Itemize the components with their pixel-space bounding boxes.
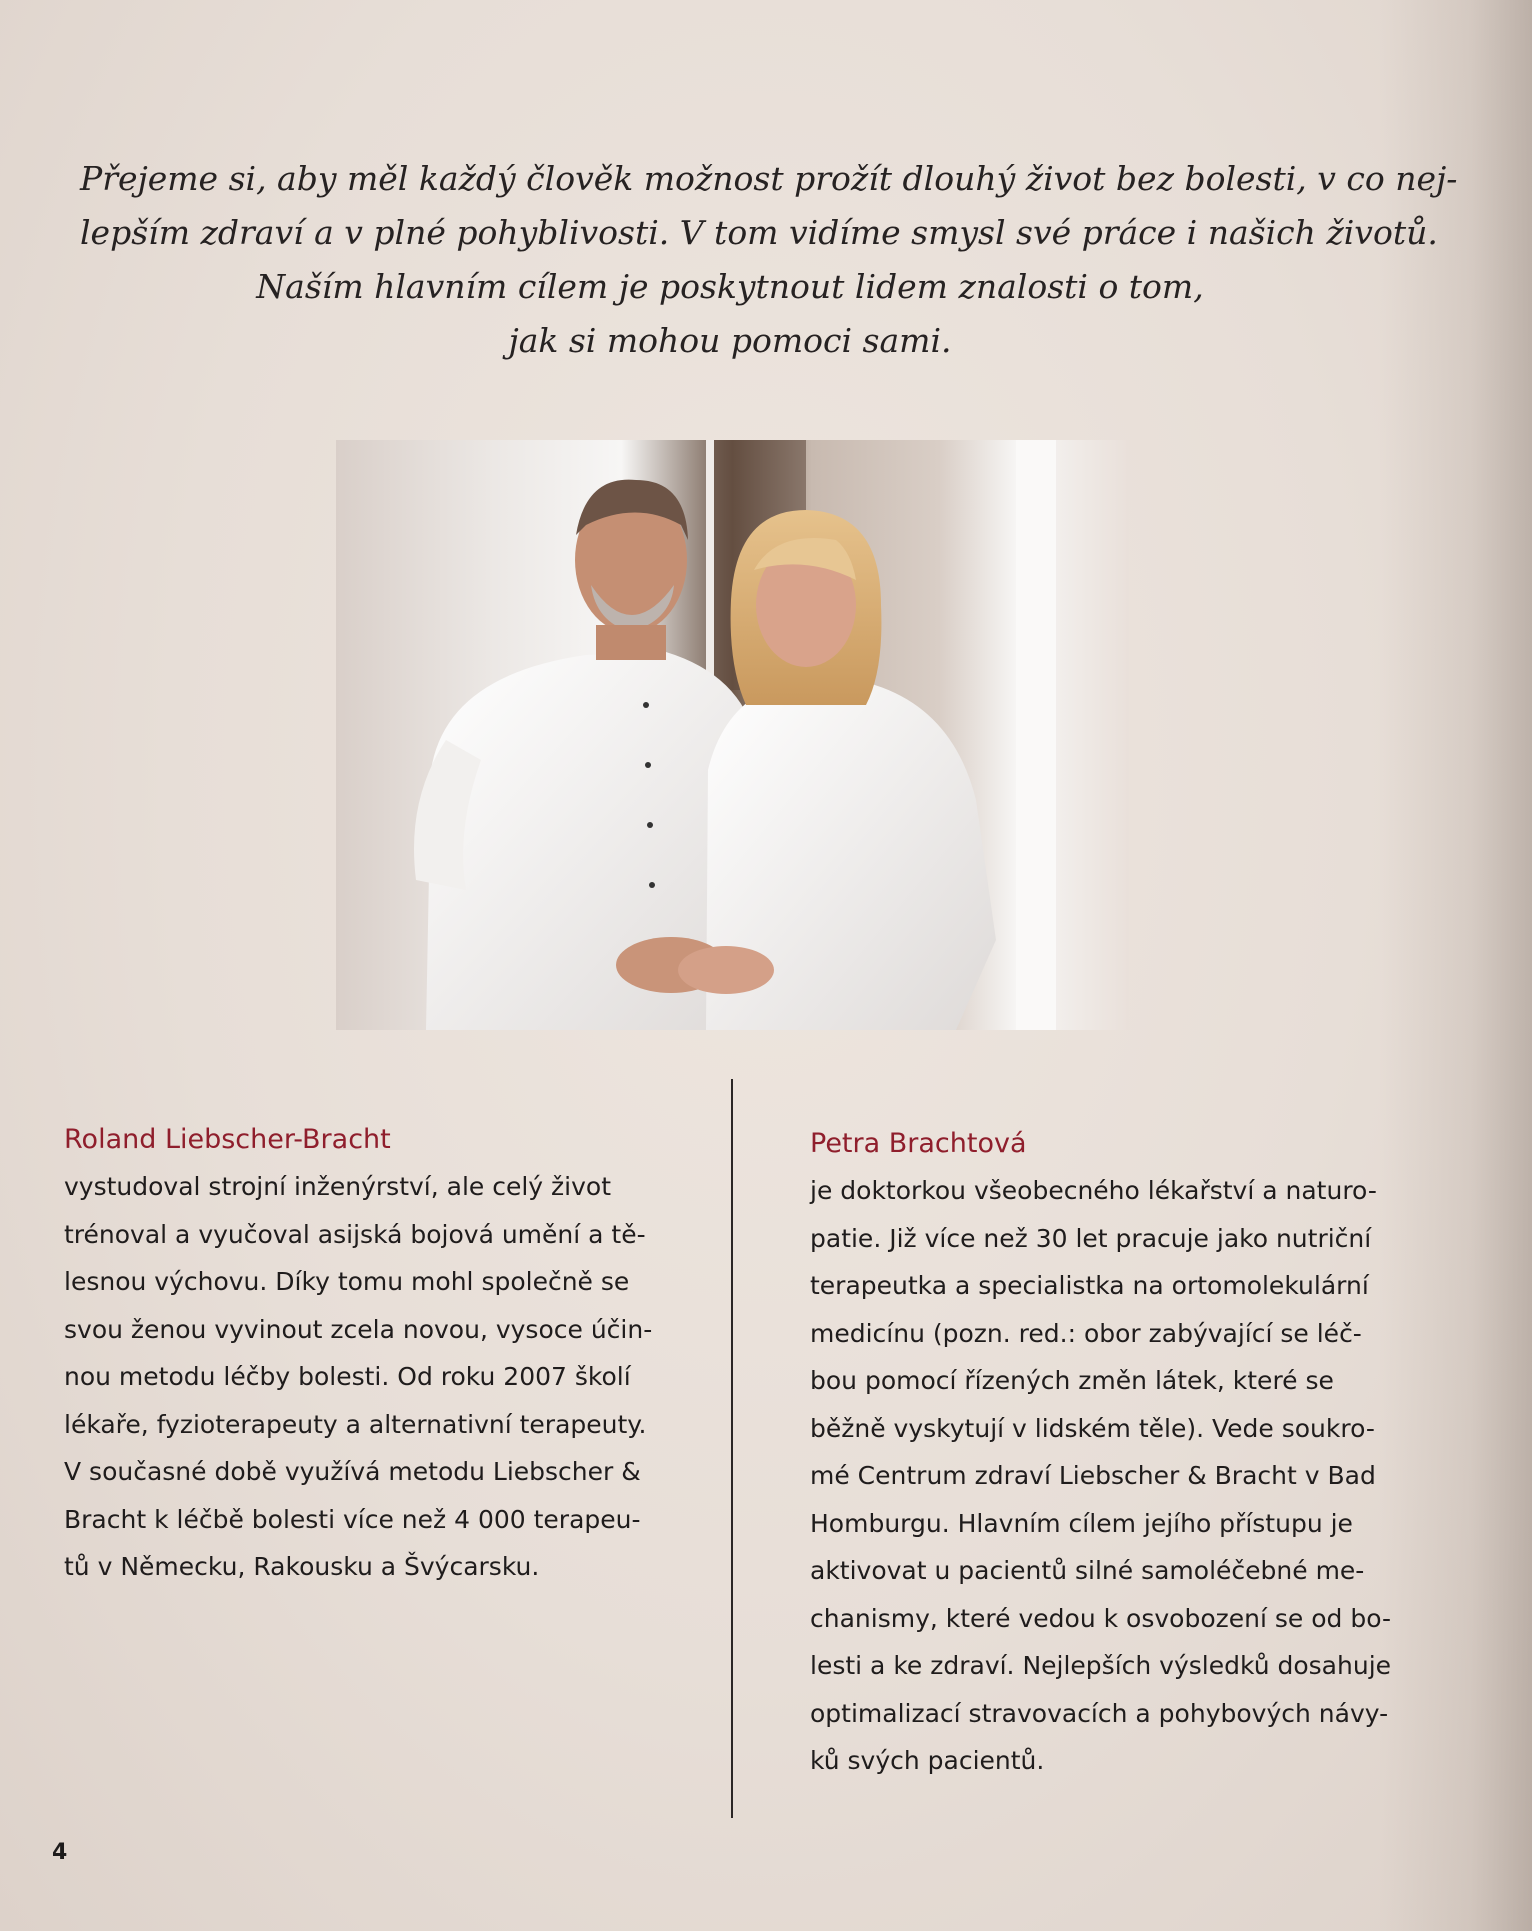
- authors-photo: [336, 440, 1129, 1030]
- bio-line: lesti a ke zdraví. Nejlepších výsledků dosahuje: [810, 1651, 1392, 1680]
- bio-line: vystudoval strojní inženýrství, ale celý život: [64, 1172, 612, 1201]
- author-name: Roland Liebscher-Bracht: [64, 1124, 391, 1155]
- bio-line: lesnou výchovu. Díky tomu mohl společně se: [64, 1267, 630, 1296]
- bio-line: tů v Německu, Rakousku a Švýcarsku.: [64, 1552, 540, 1581]
- author-name: Petra Brachtová: [810, 1128, 1027, 1159]
- bio-line: nou metodu léčby bolesti. Od roku 2007 školí: [64, 1362, 631, 1391]
- bio-line: Homburgu. Hlavním cílem jejího přístupu je: [810, 1508, 1353, 1538]
- bio-line: lékaře, fyzioterapeuty a alternativní terapeuty.: [64, 1409, 647, 1439]
- quote-line: Naším hlavním cílem je poskytnout lidem znalosti o tom,: [256, 267, 1204, 306]
- bio-line: patie. Již více než 30 let pracuje jako nutriční: [810, 1223, 1372, 1253]
- bio-line: bou pomocí řízených změn látek, které se: [810, 1366, 1334, 1395]
- quote-line: lepším zdraví a v plné pohyblivosti. V tom vidíme smysl své práce i našich životů.: [80, 213, 1438, 252]
- bio-line: terapeutka a specialistka na ortomolekulární: [810, 1271, 1369, 1300]
- bio-line: medicínu (pozn. red.: obor zabývající se léč-: [810, 1318, 1362, 1348]
- bio-line: běžně vyskytují v lidském těle). Vede soukro-: [810, 1413, 1375, 1443]
- bio-line: optimalizací stravovacích a pohybových návy-: [810, 1698, 1389, 1728]
- bio-roland: [64, 1116, 664, 1591]
- quote-line: jak si mohou pomoci sami.: [508, 321, 952, 360]
- bio-line: V současné době využívá metodu Liebscher &: [64, 1457, 641, 1486]
- intro-quote: [80, 152, 1458, 368]
- bio-line: trénoval a vyučoval asijská bojová umění a tě-: [64, 1219, 646, 1249]
- column-divider: [731, 1079, 733, 1818]
- authors-photo-illustration: [336, 440, 1129, 1030]
- bio-line: chanismy, které vedou k osvobození se od bo-: [810, 1603, 1391, 1633]
- bio-line: mé Centrum zdraví Liebscher & Bracht v Bad: [810, 1461, 1376, 1490]
- bio-line: ků svých pacientů.: [810, 1746, 1045, 1775]
- bio-petra: [810, 1120, 1430, 1785]
- quote-line: Přejeme si, aby měl každý člověk možnost prožít dlouhý život bez bolesti, v co nej-: [80, 159, 1458, 198]
- bio-line: je doktorkou všeobecného lékařství a naturo-: [810, 1176, 1377, 1205]
- bio-line: aktivovat u pacientů silné samoléčebné me-: [810, 1556, 1365, 1585]
- bio-line: Bracht k léčbě bolesti více než 4 000 terapeu-: [64, 1504, 641, 1534]
- bio-line: svou ženou vyvinout zcela novou, vysoce účin-: [64, 1314, 653, 1344]
- page-number: 4: [52, 1840, 68, 1865]
